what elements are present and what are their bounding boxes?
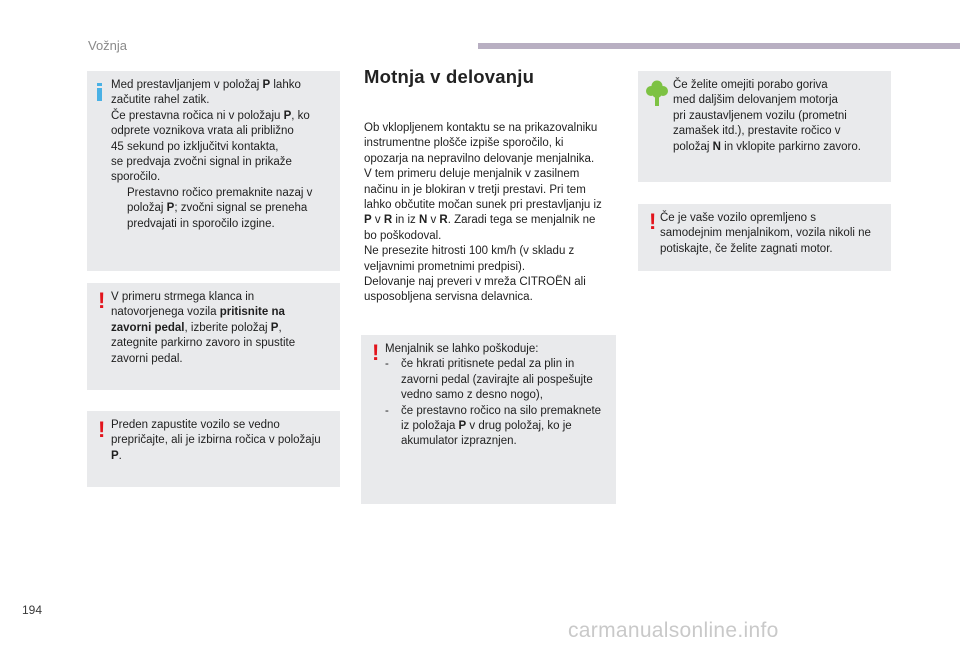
warning-text: Menjalnik se lahko poškoduje: - če hkrati pritisnete pedal za plin in zavorni pedal (zavirajte ali pospešujte vedno samo z desno nogo), - če prestavno ročico na silo premaknete iz položaja P v drug položaj, ko je akumulator izpraznjen. [385, 342, 608, 450]
warning-box-slope [87, 283, 340, 390]
warning-text: Preden zapustite vozilo se vedno prepričajte, ali je izbirna ročica v položaju P. [111, 419, 321, 462]
warning-icon: ! [372, 340, 380, 365]
chapter-title: Vožnja [88, 38, 128, 53]
page-number: 194 [22, 603, 43, 617]
info-box-text: Med prestavljanjem v položaj P lahko začutite rahel zatik. Če prestavna ročica ni v položaju P, ko odprete voznikova vrata ali približno 45 sekund po izključitvi kontakta, se predvaja zvočni signal in prikaže sporočilo. Prestavno ročico premaknite nazaj v položaj P; zvočni signal se preneha predvajati in sporočilo izgine. [111, 79, 313, 230]
eco-tree-icon [646, 80, 668, 106]
chapter-bar [478, 43, 960, 49]
list-item: - če hkrati pritisnete pedal za plin in zavorni pedal (zavirajte ali pospešujte vedno samo z desno nogo), [385, 358, 593, 402]
info-icon [97, 83, 102, 97]
warning-icon: ! [98, 417, 106, 442]
warning-text: V primeru strmega klanca in natovorjenega vozila pritisnite na zavorni pedal, izberite položaj P, zategnite parkirno zavoro in spustite zavorni pedal. [111, 291, 296, 365]
eco-text: Če želite omejiti porabo goriva med daljšim delovanjem motorja pri zaustavljenem vozilu (prometni zamašek itd.), prestavite ročico v položaj N in vklopite parkirno zavoro. [673, 79, 861, 153]
watermark: carmanualsonline.info [568, 619, 779, 642]
warning-text: Če je vaše vozilo opremljeno s samodejnim menjalnikom, vozila nikoli ne potiskajte, če želite zagnati motor. [660, 212, 871, 255]
info-box [87, 71, 340, 271]
list-item: - če prestavno ročico na silo premaknete iz položaja P v drug položaj, ko je akumulator izpraznjen. [385, 404, 602, 448]
warning-box-gearbox [361, 335, 616, 504]
malfunction-text: Ob vklopljenem kontaktu se na prikazovalniku instrumentne plošče izpiše sporočilo, ki opozarja na nepravilno delovanje menjalnika. V tem primeru deluje menjalnik v zasilnem načinu in je blokiran v tretji prestavi. Pri tem lahko občutite močan sunek pri prestavljanju iz P v R in iz N v R. Zaradi tega se menjalnik ne bo poškodoval. Ne presezite hitrosti 100 km/h (v skladu z veljavnimi prometnimi predpisi). Delovanje naj preveri v mreža CITROËN ali usposobljena servisna delavnica. [364, 122, 602, 304]
warning-box-leave [87, 411, 340, 487]
warning-icon: ! [649, 209, 657, 234]
section-title: Motnja v delovanju [364, 66, 535, 87]
eco-box [638, 71, 891, 182]
warning-icon: ! [98, 288, 106, 313]
warning-box-push [638, 204, 891, 271]
